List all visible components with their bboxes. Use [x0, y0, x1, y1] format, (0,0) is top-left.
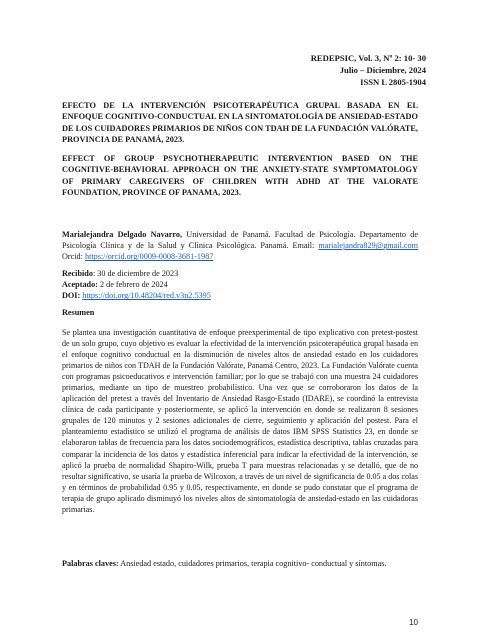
orcid-label: Orcid:	[62, 252, 85, 262]
keywords-label: Palabras claves:	[62, 559, 119, 568]
journal-issn: ISSN L 2805-1904	[360, 77, 426, 87]
doi-label: DOI:	[62, 291, 81, 301]
author-email-link[interactable]: marialejandra829@gmail.com	[318, 241, 418, 251]
journal-period: Julio – Diciembre, 2024	[339, 65, 426, 75]
accepted-date	[62, 279, 418, 290]
doi-link[interactable]: https://doi.org/10.48204/red.v3n2.5395	[82, 291, 211, 301]
keywords	[62, 558, 418, 569]
doi-line	[62, 290, 418, 301]
orcid-link[interactable]: https://orcid.org/0009-0008-3681-1987	[84, 252, 214, 262]
received-label: Recibido	[62, 269, 93, 278]
author-block	[62, 229, 418, 263]
received-date	[62, 268, 418, 279]
article-dates	[62, 268, 418, 302]
abstract-text: Se plantea una investigación cuantitativa de enfoque preexperimental de tipo explicativo con pretest-postest de un solo grupo, cuyo objetivo es evaluar la efectividad de la intervención psicoterapéutica grupal basada en el enfoque cognitivo conductual en la disminución de niveles altos de ansiedad estado en los cuidadores primarios de niños con TDAH de la Fundación Valórate, Panamá Centro, 2023. La Fundación Valórate cuenta con programas psicoeducativos e intervención familiar; por lo que se trabajó con una muestra 24 cuidadores primarios, mediante un tipo de muestreo probabilístico. Una vez que se corroboraron los datos de la aplicación del pretest a través del Inventario de Ansiedad Rasgo-Estado (IDARE), se coordinó la entrevista clínica de cada participante y posteriormente, se aplicó la intervención en donde se realizaron 8 sesiones grupales de 120 minutos y 2 sesiones adicionales de cierre, seguimiento y aplicación del postest. Para el planteamiento estadístico se utilizó el programa de análisis de datos IBM SPSS Statistics 23, en donde se elaboraron tablas de frecuencia para los datos sociodemográficos, estadística descriptiva, tablas cruzadas para comparar la incidencia de los datos y estadística inferencial para indicar la efectividad de la intervención, se aplicó la prueba de normalidad Shapiro-Wilk, prueba T para muestras relacionadas y se detalló, que de no resultar significativo, se usaría la prueba de Wilcoxon, a través de un nivel de significancia de 0.05 a dos colas y en términos de probabilidad 0.95 y 0.05, respectivamente, en donde se pudo constatar que el programa de terapia de grupo aplicado disminuyó los niveles altos de sintomatología de ansiedad-estado en las cuidadoras primarias.	[62, 328, 418, 514]
journal-citation: REDEPSIC, Vol. 3, Nº 2: 10- 30	[310, 53, 426, 63]
page-number: 10	[409, 618, 418, 627]
received-value: : 30 de diciembre de 2023	[92, 269, 179, 278]
title-spanish: EFECTO DE LA INTERVENCIÓN PSICOTERAPÉUTICA GRUPAL BASADA EN EL ENFOQUE COGNITIVO-CONDUCTUAL EN LA SINTOMATOLOGÍA DE ANSIEDAD-ESTADO DE LOS CUIDADORES PRIMARIOS DE NIÑOS CON TDAH DE LA FUNDACIÓN VALÓRATE, PROVINCIA DE PANAMÁ, 2023.	[62, 101, 418, 145]
author-affiliation: Universidad de Panamá. Facultad de Psicología. Departamento de Psicología Clínica y de la Salud y Clínica Psicológica. Panamá. Email:	[62, 230, 418, 251]
author-name: Marialejandra Delgado Navarro,	[62, 230, 183, 239]
accepted-value: 2 de febrero de 2024	[97, 280, 168, 290]
abstract-heading: Resumen	[62, 308, 95, 317]
journal-header	[311, 52, 426, 88]
keywords-text: Ansiedad estado, cuidadores primarios, terapia cognitivo- conductual y síntomas.	[118, 559, 387, 568]
accepted-label: Aceptado:	[62, 280, 98, 290]
title-english: EFFECT OF GROUP PSYCHOTHERAPEUTIC INTERVENTION BASED ON THE COGNITIVE-BEHAVIORAL APPROACH ON THE ANXIETY-STATE SYMPTOMATOLOGY OF PRIMARY CAREGIVERS OF CHILDREN WITH ADHD AT THE VALORATE FOUNDATION, PROVINCE OF PANAMA, 2023.	[62, 154, 418, 198]
